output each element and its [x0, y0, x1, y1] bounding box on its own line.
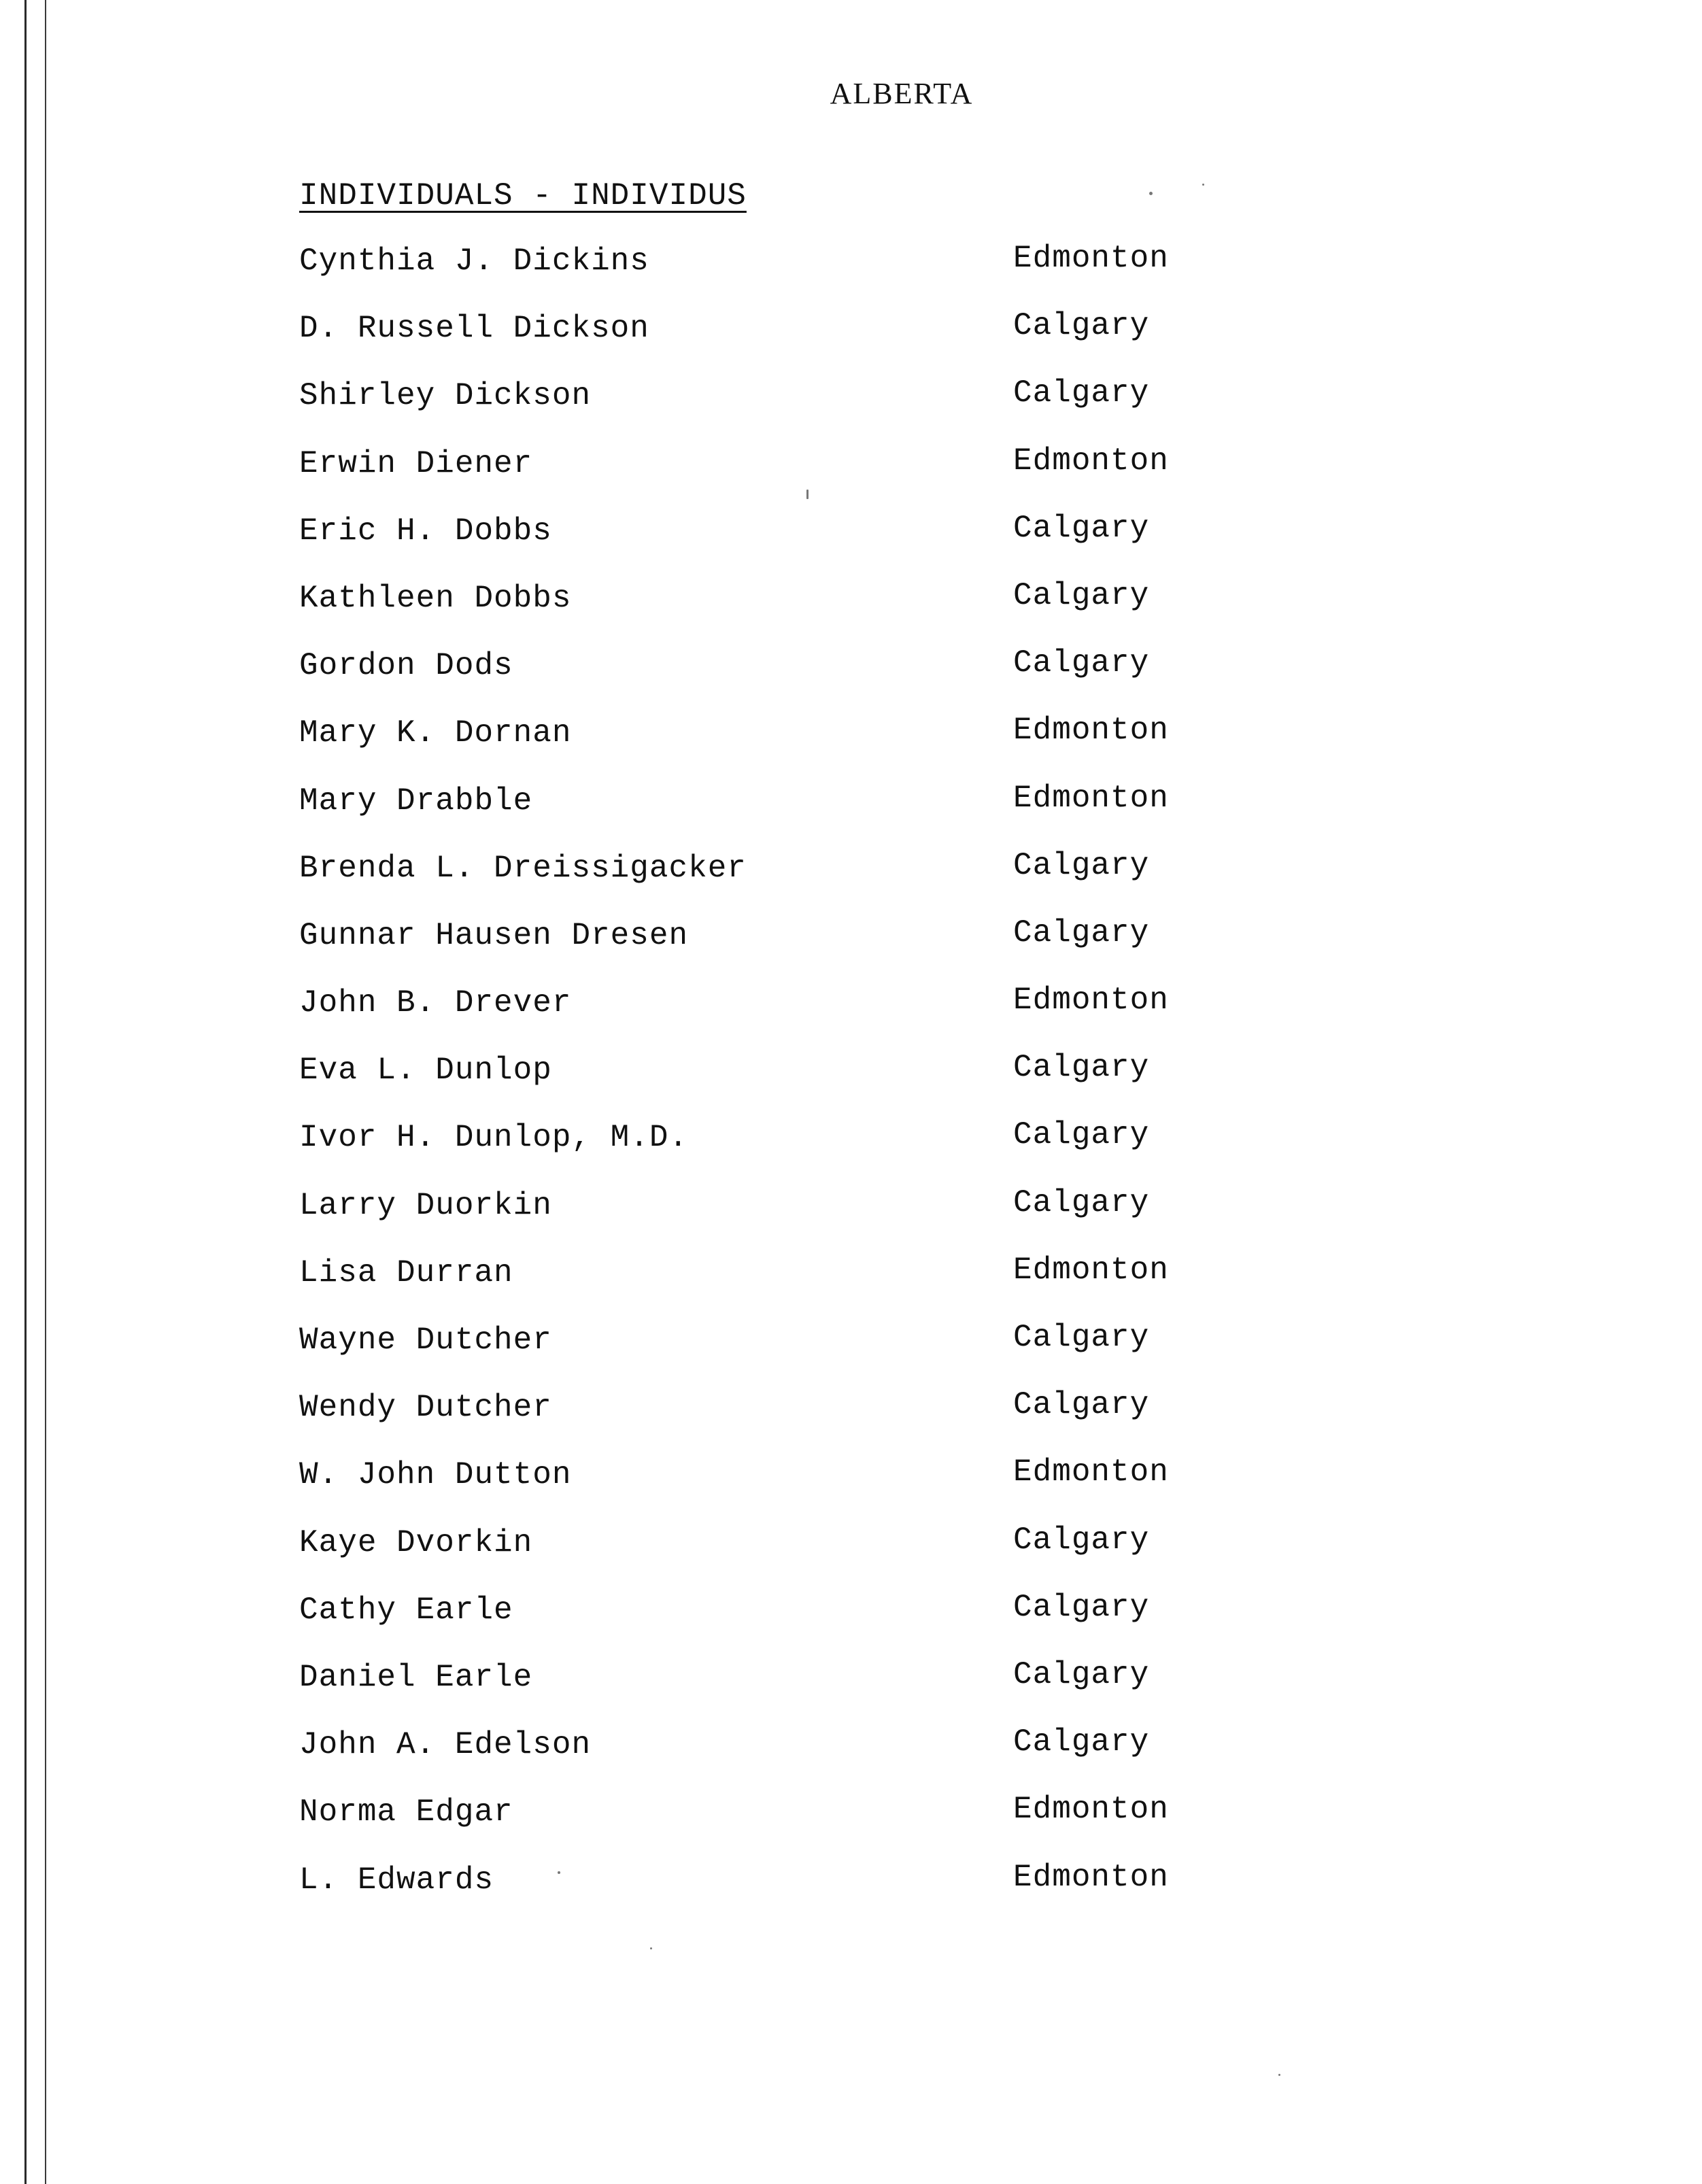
- individual-city: Calgary: [1013, 1320, 1150, 1355]
- list-item: [299, 1656, 1251, 1727]
- individual-city: Calgary: [1013, 1184, 1150, 1221]
- individual-city: Calgary: [1013, 375, 1150, 411]
- individual-name: Gordon Dods: [299, 648, 513, 684]
- individual-name: Cathy Earle: [299, 1592, 513, 1628]
- list-item: [299, 1320, 1251, 1390]
- individual-city: Edmonton: [1013, 1859, 1169, 1895]
- section-heading: INDIVIDUALS - INDIVIDUS: [299, 178, 747, 214]
- individual-city: Edmonton: [1013, 983, 1169, 1019]
- individual-name: Eric H. Dobbs: [299, 513, 552, 549]
- scan-speck: [806, 490, 809, 499]
- individual-name: Ivor H. Dunlop, M.D.: [299, 1120, 689, 1156]
- list-item: [299, 1454, 1251, 1524]
- binding-inner-line: [45, 0, 46, 2184]
- individual-city: Calgary: [1013, 1117, 1150, 1153]
- individual-name: Lisa Durran: [299, 1255, 513, 1291]
- individual-city: Edmonton: [1013, 1454, 1169, 1490]
- individual-name: Erwin Diener: [299, 445, 533, 481]
- individual-city: Edmonton: [1013, 1792, 1169, 1828]
- list-item: [299, 1387, 1251, 1457]
- list-item: [299, 645, 1251, 715]
- list-item: [299, 985, 1251, 1053]
- page-title: ALBERTA: [830, 77, 974, 110]
- individual-city: Calgary: [1013, 847, 1150, 883]
- individuals-list: [299, 243, 1251, 1930]
- individual-name: W. John Dutton: [299, 1457, 572, 1493]
- individual-city: Calgary: [1013, 577, 1150, 613]
- individual-name: Mary K. Dornan: [299, 715, 572, 751]
- individual-name: Kaye Dvorkin: [299, 1524, 533, 1560]
- list-item: [299, 1859, 1251, 1930]
- individual-city: Calgary: [1013, 308, 1150, 344]
- list-item: [299, 375, 1251, 445]
- individual-name: Eva L. Dunlop: [299, 1053, 552, 1089]
- individual-name: Gunnar Hausen Dresen: [299, 917, 689, 953]
- binding-edge-line: [24, 0, 27, 2184]
- individual-city: Edmonton: [1013, 1252, 1169, 1288]
- list-item: [299, 443, 1251, 513]
- list-item: [299, 1050, 1251, 1120]
- individual-city: Calgary: [1013, 645, 1150, 681]
- list-item: [299, 510, 1251, 581]
- list-item: [299, 243, 1251, 311]
- individual-name: Cynthia J. Dickins: [299, 243, 649, 279]
- individual-city: Edmonton: [1013, 241, 1169, 276]
- individual-name: D. Russell Dickson: [299, 311, 649, 347]
- individual-name: Norma Edgar: [299, 1794, 513, 1830]
- scan-speck: [1278, 2074, 1280, 2076]
- list-item: [299, 1794, 1251, 1862]
- individual-city: Edmonton: [1013, 713, 1169, 749]
- individual-name: Mary Drabble: [299, 783, 533, 819]
- individual-name: John B. Drever: [299, 985, 572, 1021]
- list-item: [299, 1117, 1251, 1187]
- individual-name: Kathleen Dobbs: [299, 580, 572, 616]
- individual-name: John A. Edelson: [299, 1727, 592, 1763]
- list-item: [299, 780, 1251, 851]
- scan-speck: [650, 1947, 652, 1949]
- individual-city: Calgary: [1013, 1387, 1150, 1423]
- individual-city: Edmonton: [1013, 443, 1169, 479]
- list-item: [299, 715, 1251, 783]
- individual-name: Wendy Dutcher: [299, 1390, 552, 1426]
- individual-city: Calgary: [1013, 1522, 1150, 1558]
- list-item: [299, 1184, 1251, 1255]
- individual-city: Calgary: [1013, 1589, 1150, 1625]
- individual-name: Larry Duorkin: [299, 1187, 552, 1223]
- individual-city: Calgary: [1013, 915, 1150, 951]
- individual-name: Shirley Dickson: [299, 378, 592, 414]
- scan-speck: [1149, 192, 1153, 195]
- individual-city: Calgary: [1013, 510, 1150, 546]
- list-item: [299, 577, 1251, 648]
- list-item: [299, 1724, 1251, 1794]
- list-item: [299, 1252, 1251, 1323]
- individual-name: L. Edwards: [299, 1862, 494, 1898]
- list-item: [299, 308, 1251, 378]
- scan-speck: [558, 1871, 560, 1874]
- individual-name: Wayne Dutcher: [299, 1323, 552, 1358]
- individual-name: Brenda L. Dreissigacker: [299, 850, 747, 886]
- list-item: [299, 1522, 1251, 1592]
- individual-name: Daniel Earle: [299, 1659, 533, 1695]
- list-item: [299, 847, 1251, 918]
- list-item: [299, 1589, 1251, 1660]
- scan-speck: [1202, 184, 1204, 186]
- list-item: [299, 915, 1251, 985]
- individual-city: Edmonton: [1013, 780, 1169, 816]
- individual-city: Calgary: [1013, 1656, 1150, 1692]
- individual-city: Calgary: [1013, 1724, 1150, 1760]
- individual-city: Calgary: [1013, 1050, 1150, 1086]
